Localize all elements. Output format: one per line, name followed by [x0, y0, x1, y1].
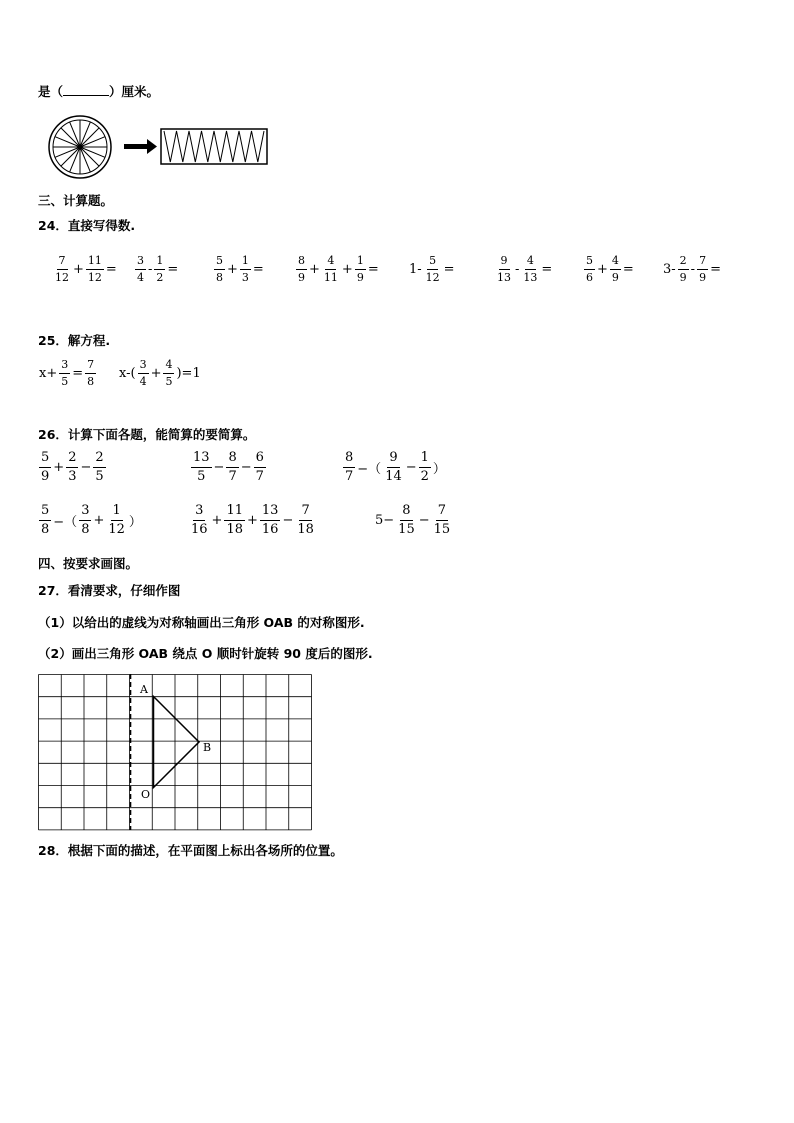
- denominator: 5: [61, 375, 69, 388]
- fraction: [39, 451, 51, 484]
- numerator: 3: [135, 255, 146, 270]
- fraction: [678, 255, 689, 284]
- fraction: [295, 504, 316, 537]
- denominator: 9: [298, 271, 305, 284]
- numerator: 1: [154, 255, 165, 270]
- numerator: 1: [111, 504, 123, 521]
- numerator: 5: [427, 255, 438, 270]
- numerator: 3: [59, 359, 70, 374]
- q28-title: 28．根据下面的描述，在平面图上标出各场所的位置。: [38, 843, 343, 858]
- fraction: [154, 255, 165, 284]
- operator: +: [211, 513, 223, 528]
- numerator: 7: [299, 504, 311, 521]
- numerator: 4: [163, 359, 174, 374]
- operator: -: [690, 262, 696, 277]
- q24-expr-3: [213, 255, 265, 284]
- denominator: 13: [523, 271, 538, 284]
- fraction: [79, 504, 91, 537]
- q26-expr-5: [188, 504, 317, 537]
- denominator: 4: [139, 375, 147, 388]
- numerator: 7: [436, 504, 448, 521]
- numerator: 5: [214, 255, 225, 270]
- numerator: 6: [254, 451, 266, 468]
- fraction: [135, 255, 146, 284]
- numerator: 8: [400, 504, 412, 521]
- numerator: 13: [191, 451, 212, 468]
- q25-title: 25．解方程.: [38, 333, 111, 348]
- sector-circle: [49, 116, 111, 178]
- denominator: 6: [586, 271, 593, 284]
- point-b-label: B: [203, 741, 212, 754]
- fraction: [226, 451, 238, 484]
- denominator: 7: [228, 469, 237, 484]
- numerator: 8: [226, 451, 238, 468]
- denominator: 5: [95, 469, 104, 484]
- fraction: [59, 359, 70, 388]
- fraction: [396, 504, 417, 537]
- fraction: [163, 359, 174, 388]
- q27-title: 27．看清要求，仔细作图: [38, 583, 181, 598]
- q26-title: 26．计算下面各题，能简算的要简算。: [38, 427, 256, 442]
- section-4-heading: 四、按要求画图。: [38, 556, 139, 571]
- denominator: 4: [137, 271, 144, 284]
- denominator: 15: [398, 522, 415, 537]
- numerator: 4: [610, 255, 621, 270]
- numerator: 1: [355, 255, 366, 270]
- fraction: [138, 359, 149, 388]
- numerator: 4: [325, 255, 336, 270]
- fraction: [432, 504, 453, 537]
- fraction: [254, 451, 266, 484]
- fraction: [424, 255, 442, 284]
- fraction: [214, 255, 225, 284]
- operator: +: [150, 366, 162, 381]
- operator: -: [515, 262, 520, 277]
- operator: +: [247, 513, 258, 528]
- q26-expr-6: [374, 504, 453, 537]
- fraction: [224, 504, 245, 537]
- denominator: 9: [611, 271, 619, 284]
- q24-expr-4: [295, 255, 380, 284]
- point-a-label: A: [140, 683, 148, 696]
- denominator: 12: [425, 271, 440, 284]
- operator: +: [53, 460, 65, 475]
- fraction: [191, 451, 212, 484]
- operator: 5−: [375, 513, 395, 528]
- operator: =: [72, 366, 84, 381]
- denominator: 8: [87, 375, 95, 388]
- numerator: 3: [193, 504, 205, 521]
- denominator: 2: [156, 271, 164, 284]
- operator: =: [541, 262, 553, 277]
- fraction: [86, 255, 104, 284]
- operator: =: [367, 262, 379, 277]
- section-3-heading: 三、计算题。: [38, 193, 114, 208]
- denominator: 16: [191, 522, 208, 537]
- numerator: 1: [240, 255, 251, 270]
- operator: =: [622, 262, 634, 277]
- operator: +: [309, 262, 320, 277]
- operator: −（: [53, 515, 78, 530]
- fraction: [53, 255, 71, 284]
- numerator: 8: [296, 255, 307, 270]
- drawing-grid[interactable]: [38, 674, 314, 832]
- denominator: 12: [55, 271, 69, 284]
- operator: −（: [357, 462, 382, 477]
- denominator: 8: [216, 271, 223, 284]
- q25-equation-1: [38, 359, 97, 388]
- fraction: [697, 255, 708, 284]
- operator: x+: [39, 366, 58, 381]
- operator: =: [443, 262, 455, 277]
- fraction: [93, 451, 105, 484]
- operator: −: [405, 460, 417, 475]
- numerator: 7: [697, 255, 708, 270]
- arrow-right-icon: [124, 139, 157, 154]
- numerator: 5: [39, 451, 51, 468]
- operator: =: [252, 262, 264, 277]
- denominator: 3: [241, 271, 249, 284]
- denominator: 2: [420, 469, 429, 484]
- numerator: 8: [343, 451, 355, 468]
- operator: −: [80, 460, 92, 475]
- operator: +: [73, 262, 84, 277]
- numerator: 1: [419, 451, 431, 468]
- numerator: 9: [499, 255, 510, 270]
- numerator: 11: [86, 255, 104, 270]
- operator: ）: [432, 462, 446, 477]
- denominator: 5: [165, 375, 173, 388]
- circle-to-parallelogram-figure: [44, 112, 276, 182]
- operator: )=1: [176, 366, 201, 381]
- operator: +: [93, 513, 105, 528]
- q26-expr-4: [38, 504, 143, 537]
- q24-expr-8: [662, 255, 722, 284]
- fraction: [240, 255, 251, 284]
- point-o-label: O: [141, 788, 151, 801]
- fraction: [343, 451, 355, 484]
- fraction: [383, 451, 404, 484]
- denominator: 16: [261, 522, 279, 537]
- operator: ）: [128, 515, 142, 530]
- fraction: [521, 255, 539, 284]
- denominator: 14: [385, 469, 402, 484]
- numerator: 7: [57, 255, 68, 270]
- denominator: 13: [497, 271, 511, 284]
- denominator: 9: [679, 271, 687, 284]
- fraction: [610, 255, 621, 284]
- q24-expr-1: [52, 255, 118, 284]
- numerator: 5: [39, 504, 51, 521]
- q24-expr-6: [494, 255, 553, 284]
- answer-blank[interactable]: [63, 83, 109, 96]
- numerator: 5: [584, 255, 595, 270]
- operator: +: [227, 262, 238, 277]
- operator: +: [597, 262, 608, 277]
- q26-expr-1: [38, 451, 107, 484]
- triangle-oab: [154, 697, 200, 788]
- operator: =: [710, 262, 721, 277]
- operator: =: [105, 262, 117, 277]
- operator: −: [240, 460, 252, 475]
- operator: −: [213, 460, 225, 475]
- operator: 3-: [663, 262, 676, 277]
- denominator: 11: [323, 271, 338, 284]
- numerator: 2: [678, 255, 689, 270]
- fraction: [419, 451, 431, 484]
- denominator: 5: [197, 469, 206, 484]
- denominator: 3: [68, 469, 77, 484]
- fraction: [584, 255, 595, 284]
- fraction: [85, 359, 96, 388]
- q23-suffix: ）厘米。: [109, 84, 160, 99]
- numerator: 3: [138, 359, 149, 374]
- numerator: 11: [224, 504, 245, 521]
- numerator: 7: [85, 359, 96, 374]
- q27-part-2: （2）画出三角形 OAB 绕点 O 顺时针旋转 90 度后的图形.: [38, 646, 373, 661]
- operator: x-(: [119, 366, 136, 381]
- q23-prefix: 是（: [38, 84, 64, 99]
- denominator: 12: [108, 522, 125, 537]
- fraction: [296, 255, 307, 284]
- denominator: 9: [41, 469, 50, 484]
- operator: -: [148, 262, 153, 277]
- q24-expr-2: [134, 255, 179, 284]
- numerator: 2: [93, 451, 105, 468]
- q26-expr-2: [190, 451, 267, 484]
- numerator: 9: [387, 451, 399, 468]
- q26-expr-3: [342, 451, 447, 484]
- q27-part-1: （1）以给出的虚线为对称轴画出三角形 OAB 的对称图形.: [38, 615, 365, 630]
- q23-answer-line: [38, 83, 159, 100]
- operator: +: [341, 262, 353, 277]
- q24-title: 24．直接写得数.: [38, 218, 136, 233]
- fraction: [189, 504, 210, 537]
- fraction: [39, 504, 51, 537]
- denominator: 18: [297, 522, 314, 537]
- operator: =: [167, 262, 179, 277]
- numerator: 3: [79, 504, 91, 521]
- denominator: 12: [87, 271, 102, 284]
- q24-expr-5: [408, 255, 456, 284]
- denominator: 9: [699, 271, 707, 284]
- fraction: [322, 255, 340, 284]
- numerator: 13: [260, 504, 281, 521]
- numerator: 4: [525, 255, 536, 270]
- denominator: 7: [255, 469, 264, 484]
- fraction: [260, 504, 281, 537]
- fraction: [495, 255, 513, 284]
- denominator: 15: [433, 522, 451, 537]
- fraction: [355, 255, 366, 284]
- fraction: [66, 451, 78, 484]
- denominator: 8: [41, 522, 50, 537]
- operator: −: [282, 513, 294, 528]
- denominator: 7: [345, 469, 354, 484]
- operator: 1-: [409, 262, 422, 277]
- numerator: 2: [66, 451, 78, 468]
- denominator: 9: [356, 271, 364, 284]
- q24-expr-7: [583, 255, 635, 284]
- fraction: [106, 504, 127, 537]
- rearranged-shape: [161, 129, 267, 164]
- denominator: 8: [81, 522, 90, 537]
- q25-equation-2: [118, 359, 202, 388]
- operator: −: [418, 513, 430, 528]
- denominator: 18: [226, 522, 243, 537]
